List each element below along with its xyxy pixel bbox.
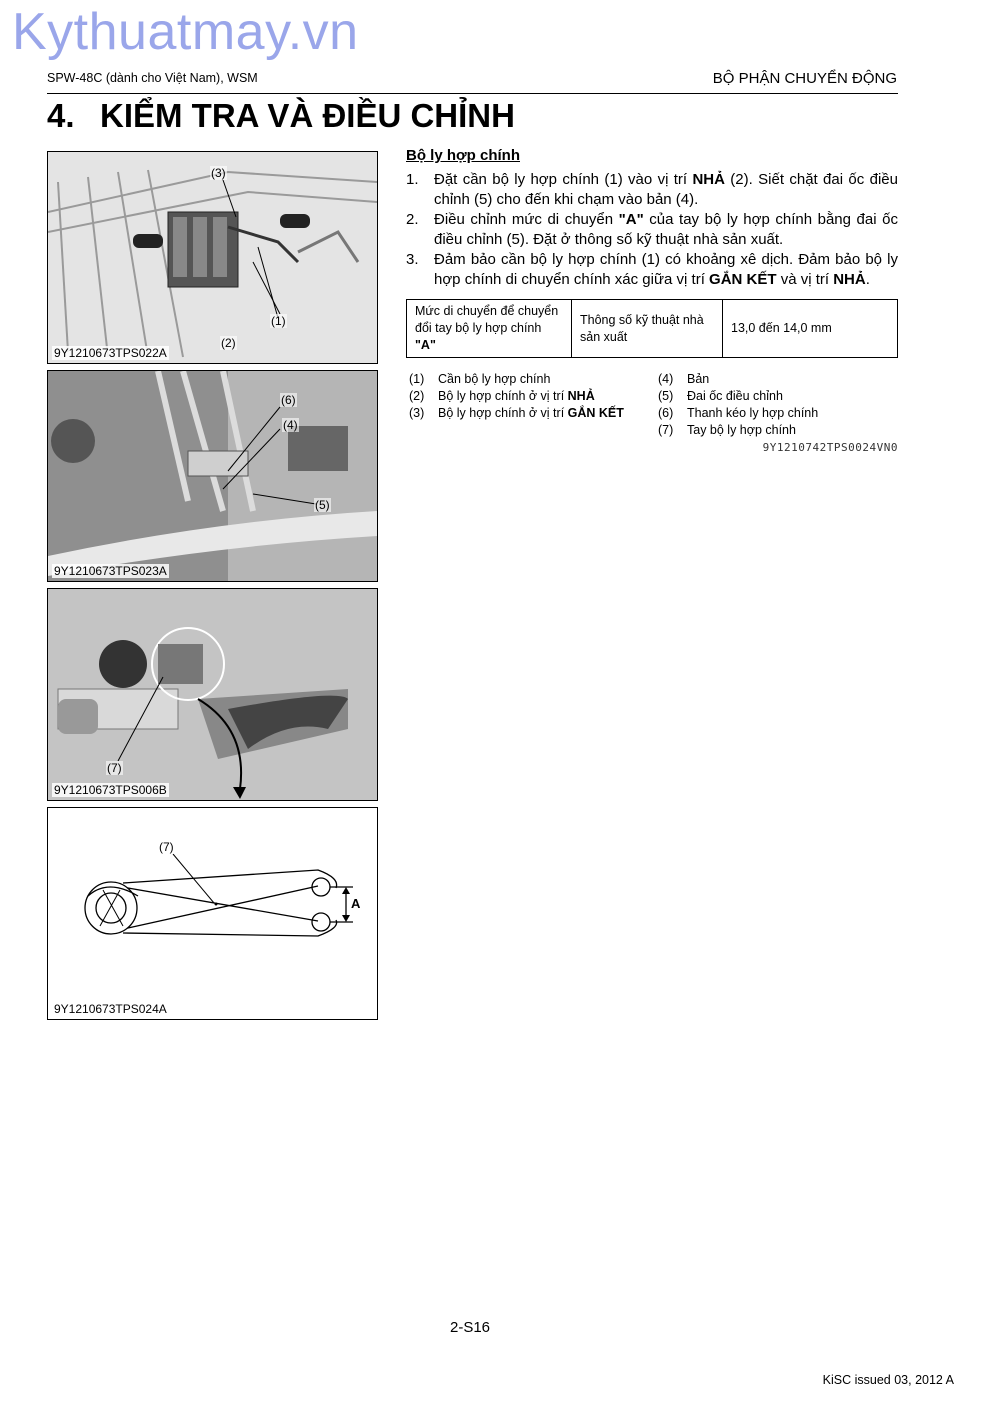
step-text: . <box>865 271 870 288</box>
step-text-bold: "A" <box>618 211 644 228</box>
list-item: (3) Bộ ly hợp chính ở vị trí GẮN KẾT <box>409 406 624 420</box>
step-text: và vị trí <box>776 271 834 288</box>
list-item: (2) Bộ ly hợp chính ở vị trí NHẢ <box>409 389 595 403</box>
list-item: (4) Bản <box>658 372 710 386</box>
figure-clutch-lever <box>47 151 378 364</box>
main-clutch-section <box>406 147 898 454</box>
list-item: (1) Cần bộ ly hợp chính <box>409 372 551 386</box>
spec-value: 13,0 đến 14,0 mm <box>723 300 898 358</box>
callout-1: (1) <box>271 314 286 328</box>
callout-7: (7) <box>159 840 174 854</box>
callout-3: (3) <box>211 166 226 180</box>
step-text-bold: NHẢ <box>833 271 866 288</box>
spec-table <box>406 299 898 358</box>
header-model: SPW-48C (dành cho Việt Nam), WSM <box>47 71 258 85</box>
header-section: BỘ PHẬN CHUYỂN ĐỘNG <box>712 70 897 87</box>
step-list <box>406 170 898 290</box>
step-item <box>406 250 898 290</box>
figure-code: 9Y1210673TPS022A <box>54 346 167 360</box>
figure-2-illustration <box>48 371 377 581</box>
step-text-bold: NHẢ <box>692 171 725 188</box>
table-row <box>407 300 898 358</box>
legend-column-right <box>655 371 818 439</box>
section-title: Bộ ly hợp chính <box>406 147 520 164</box>
callout-4: (4) <box>283 418 298 432</box>
callout-2: (2) <box>221 336 236 350</box>
step-item <box>406 210 898 250</box>
parts-legend <box>406 371 898 439</box>
step-number: 2. <box>406 211 419 228</box>
list-item: (7) Tay bộ ly hợp chính <box>658 423 796 437</box>
page-number: 2-S16 <box>450 1319 491 1336</box>
header-rule <box>47 93 898 94</box>
legend-column-left <box>406 371 655 439</box>
figure-code: 9Y1210673TPS023A <box>54 564 167 578</box>
list-item: (5) Đai ốc điều chỉnh <box>658 389 783 403</box>
step-item <box>406 170 898 210</box>
callout-6: (6) <box>281 393 296 407</box>
figure-1-illustration <box>48 152 377 363</box>
callout-7: (7) <box>107 761 122 775</box>
title-number: 4. <box>47 97 75 134</box>
page-title <box>47 97 515 135</box>
spec-label: Mức di chuyển để chuyển đổi tay bộ ly hợp chính "A" <box>407 300 572 358</box>
document-id: 9Y1210742TPS0024VN0 <box>762 441 898 454</box>
step-text: Điều chỉnh mức di chuyển <box>434 211 619 228</box>
title-text: KIỂM TRA VÀ ĐIỀU CHỈNH <box>100 97 515 134</box>
step-number: 3. <box>406 251 419 268</box>
figure-code: 9Y1210673TPS024A <box>54 1002 167 1016</box>
step-text-bold: GẮN KẾT <box>709 271 777 288</box>
issued-note: KiSC issued 03, 2012 A <box>822 1373 954 1387</box>
spec-type: Thông số kỹ thuật nhà sản xuất <box>572 300 723 358</box>
figure-arm-travel-diagram <box>47 807 378 1020</box>
step-text: (2). Siết chặt đai ốc điều chỉnh (5) cho đến khi chạm vào bản (4). <box>434 171 898 208</box>
figure-4-diagram <box>48 808 377 1019</box>
figure-clutch-arm-location <box>47 588 378 801</box>
step-text: Đảm bảo cần bộ ly hợp chính (1) có khoảng xê dịch. Đảm bảo bộ ly hợp chính di chuyển chính xác giữa vị trí <box>434 251 898 288</box>
callout-5: (5) <box>315 498 330 512</box>
watermark: Kythuatmay.vn <box>12 3 359 61</box>
dimension-label-a: A <box>351 896 361 911</box>
figure-adjust-nut <box>47 370 378 582</box>
list-item: (6) Thanh kéo ly hợp chính <box>658 406 819 420</box>
figure-3-illustration <box>48 589 377 800</box>
step-number: 1. <box>406 171 419 188</box>
step-text: của tay bộ ly hợp chính bằng đai ốc điều chỉnh (5). Đặt ở thông số kỹ thuật nhà sản xuất. <box>434 211 898 248</box>
figure-code: 9Y1210673TPS006B <box>54 783 167 797</box>
step-text: Đặt cần bộ ly hợp chính (1) vào vị trí <box>434 171 693 188</box>
